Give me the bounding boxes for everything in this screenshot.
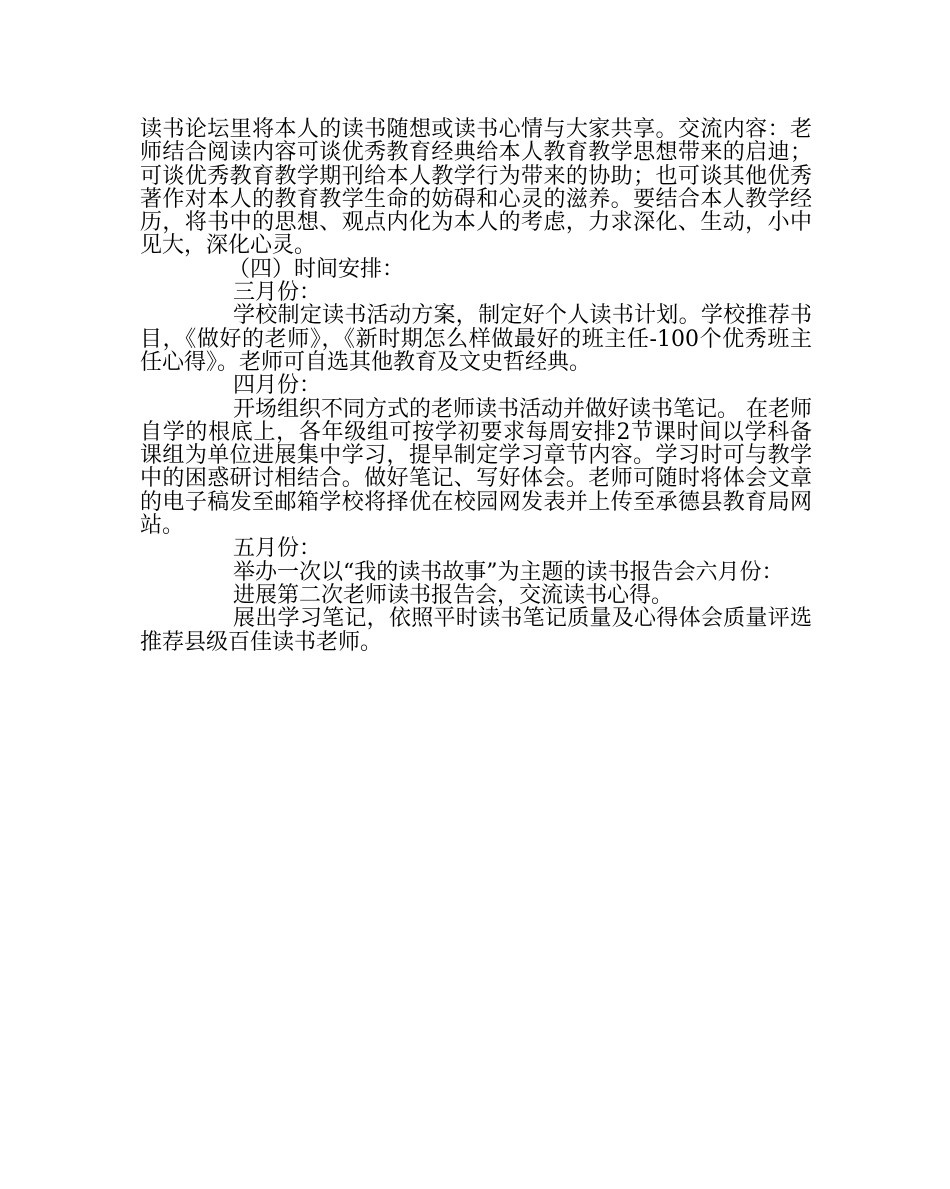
document-body [140,118,812,654]
paragraph-may: 举办一次以“我的读书故事”为主题的读书报告会六月份： [233,559,784,585]
month-march-label: 三月份： [233,280,322,306]
month-april-label: 四月份： [233,373,322,399]
heading-schedule: （四）时间安排： [228,256,405,282]
month-may-label: 五月份： [233,536,322,562]
paragraph-march: 学校制定读书活动方案，制定好个人读书计划。学校推荐书目，《做好的老师》，《新时期怎么样做最好的班主任-100个优秀班主任心得》。老师可自选其他教育及文史哲经典。 [140,303,812,375]
paragraph-exhibition: 展出学习笔记，依照平时读书笔记质量及心得体会质量评选推荐县级百佳读书老师。 [140,606,812,655]
paragraph-april: 开场组织不同方式的老师读书活动并做好读书笔记。 在老师自学的根底上，各年级组可按学初要求每周安排2节课时间以学科备课组为单位进展集中学习，提早制定学习章节内容。学习时可与教学中的困惑研讨相结合。做好笔记、写好体会。老师可随时将体会文章的电子稿发至邮箱学校将择优在校园网发表并上传至承德县教育局网站。 [140,396,812,539]
paragraph-june: 进展第二次老师读书报告会，交流读书心得。 [233,582,674,608]
paragraph-sharing: 读书论坛里将本人的读书随想或读书心情与大家共享。交流内容：老师结合阅读内容可谈优秀教育经典给本人教育教学思想带来的启迪；可谈优秀教育教学期刊给本人教学行为带来的协助；也可谈其他优秀著作对本人的教育教学生命的妨碍和心灵的滋养。要结合本人教学经历，将书中的思想、观点内化为本人的考虑，力求深化、生动，小中见大，深化心灵。 [140,117,812,259]
